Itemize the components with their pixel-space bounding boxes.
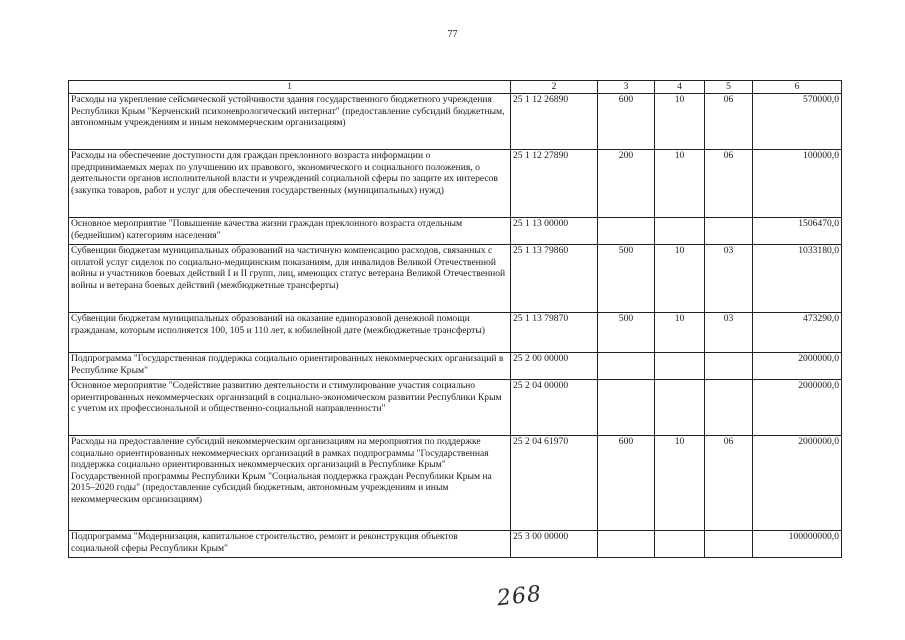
expense-type-code: 200 (598, 150, 655, 218)
subsection-code: 06 (705, 94, 753, 150)
expense-name: Основное мероприятие "Повышение качества жизни граждан преклонного возраста отдельным (беднейшим) категориям населения" (69, 218, 511, 245)
table-row (69, 218, 842, 245)
amount-value: 570000,0 (753, 94, 842, 150)
subsection-code (705, 531, 753, 558)
handwritten-page-number: 268 (495, 581, 544, 612)
table-row (69, 380, 842, 436)
page-number: 77 (447, 29, 458, 40)
column-header: 3 (598, 81, 655, 94)
table-row (69, 245, 842, 313)
amount-value: 100000000,0 (753, 531, 842, 558)
table-row (69, 150, 842, 218)
expense-type-code (598, 353, 655, 380)
section-code (655, 353, 705, 380)
table-row (69, 313, 842, 353)
column-header: 1 (69, 81, 511, 94)
section-code: 10 (655, 313, 705, 353)
amount-value: 1033180,0 (753, 245, 842, 313)
subsection-code (705, 218, 753, 245)
subsection-code: 06 (705, 150, 753, 218)
section-code: 10 (655, 94, 705, 150)
expense-type-code (598, 218, 655, 245)
expense-name: Субвенции бюджетам муниципальных образований на частичную компенсацию расходов, связанных с оплатой услуг сиделок по социально-медицинским показаниям, для инвалидов Великой Отечественной войны и участников боевых действий I и II групп, лиц, имеющих статус ветерана Великой Отечественной войны и ветерана боевых действий (межбюджетные трансферты) (69, 245, 511, 313)
target-article-code: 25 2 04 00000 (511, 380, 598, 436)
target-article-code: 25 2 04 61970 (511, 436, 598, 531)
expense-type-code (598, 531, 655, 558)
expense-name: Субвенции бюджетам муниципальных образований на оказание единоразовой денежной помощи гражданам, которым исполняется 100, 105 и 110 лет, к юбилейной дате (межбюджетные трансферты) (69, 313, 511, 353)
table-row (69, 531, 842, 558)
expense-type-code (598, 380, 655, 436)
column-header: 2 (511, 81, 598, 94)
target-article-code: 25 1 12 26890 (511, 94, 598, 150)
target-article-code: 25 3 00 00000 (511, 531, 598, 558)
target-article-code: 25 1 12 27890 (511, 150, 598, 218)
expense-name: Подпрограмма "Модернизация, капитальное строительство, ремонт и реконструкция объектов социальной сферы Республики Крым" (69, 531, 511, 558)
amount-value: 100000,0 (753, 150, 842, 218)
amount-value: 2000000,0 (753, 353, 842, 380)
budget-table (68, 80, 842, 558)
target-article-code: 25 1 13 79870 (511, 313, 598, 353)
target-article-code: 25 2 00 00000 (511, 353, 598, 380)
expense-type-code: 500 (598, 313, 655, 353)
column-header: 6 (753, 81, 842, 94)
section-code: 10 (655, 436, 705, 531)
subsection-code (705, 353, 753, 380)
section-code: 10 (655, 245, 705, 313)
amount-value: 2000000,0 (753, 436, 842, 531)
expense-type-code: 600 (598, 94, 655, 150)
target-article-code: 25 1 13 79860 (511, 245, 598, 313)
expense-name: Основное мероприятие "Содействие развитию деятельности и стимулирование участия социально ориентированных некоммерческих организаций в социально-экономическом развитии Республики Крым с учетом их профессиональной и общественно-социальной направленности" (69, 380, 511, 436)
column-header: 4 (655, 81, 705, 94)
table-header-row (69, 81, 842, 94)
subsection-code: 03 (705, 313, 753, 353)
subsection-code: 06 (705, 436, 753, 531)
section-code: 10 (655, 150, 705, 218)
expense-type-code: 500 (598, 245, 655, 313)
expense-name: Расходы на обеспечение доступности для граждан преклонного возраста информации о предпринимаемых мерах по улучшению их правового, экономического и социального положения, о деятельности органов исполнительной власти и учреждений социальной сферы по защите их интересов (закупка товаров, работ и услуг для обеспечения государственных (муниципальных) нужд) (69, 150, 511, 218)
expense-name: Расходы на укрепление сейсмической устойчивости здания государственного бюджетного учреждения Республики Крым "Керченский психоневрологический интернат" (предоставление субсидий бюджетным, автономным учреждениям и иным некоммерческим организациям) (69, 94, 511, 150)
subsection-code (705, 380, 753, 436)
expense-name: Подпрограмма "Государственная поддержка социально ориентированных некоммерческих организаций в Республике Крым" (69, 353, 511, 380)
section-code (655, 531, 705, 558)
target-article-code: 25 1 13 00000 (511, 218, 598, 245)
expense-name: Расходы на предоставление субсидий некоммерческим организациям на мероприятия по поддержке социально ориентированных некоммерческих организаций в рамках подпрограммы "Государственная поддержка социально ориентированных некоммерческих организаций в Республике Крым" Государственной программы Республики Крым "Социальная поддержка граждан Республики Крым на 2015–2020 годы" (предоставление субсидий бюджетным, автономным учреждениям и иным некоммерческим организациям) (69, 436, 511, 531)
table-row (69, 94, 842, 150)
amount-value: 2000000,0 (753, 380, 842, 436)
table-row (69, 353, 842, 380)
table-row (69, 436, 842, 531)
expense-type-code: 600 (598, 436, 655, 531)
amount-value: 1506470,0 (753, 218, 842, 245)
column-header: 5 (705, 81, 753, 94)
amount-value: 473290,0 (753, 313, 842, 353)
section-code (655, 380, 705, 436)
subsection-code: 03 (705, 245, 753, 313)
section-code (655, 218, 705, 245)
